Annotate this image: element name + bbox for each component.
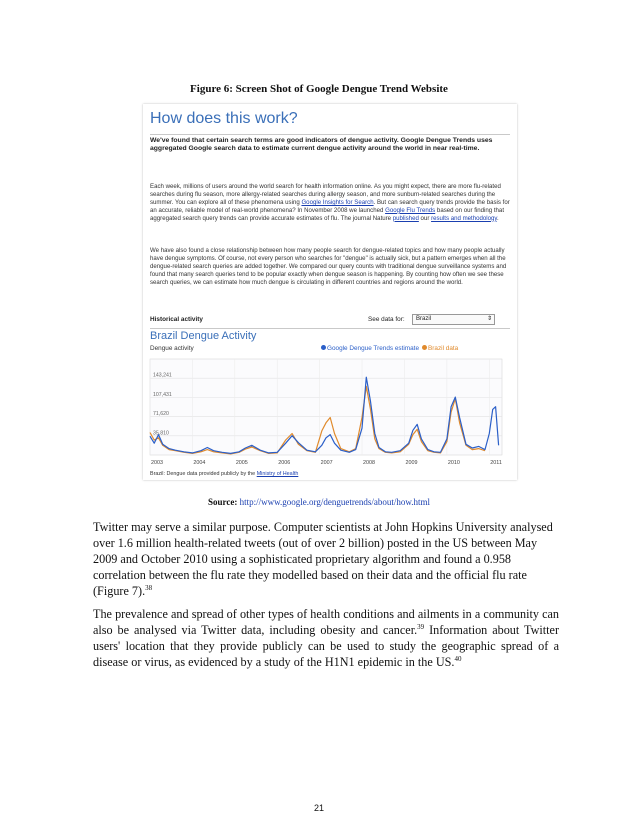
x-tick-label: 2010 [447,460,460,466]
legend-dot-brazil [422,345,427,350]
footnote-ref: 38 [145,584,153,592]
link-published[interactable]: published [392,214,419,222]
x-tick-label: 2003 [151,460,163,466]
x-tick-label: 2006 [278,460,291,466]
paragraph-text: The prevalence and spread of other types of health conditions and ailments in a community can also be analysed via Twitter data, including obesity and cancer. [93,607,559,637]
link-ministry-of-health[interactable]: Ministry of Health [256,471,299,477]
footnote-ref: 39 [417,623,425,631]
y-tick-label: 35,810 [153,430,169,437]
figure-caption: Figure 6: Screen Shot of Google Dengue Trend Website [190,83,448,95]
footnote-ref: 40 [454,655,462,663]
chart-subtitle: Dengue activity [150,345,194,352]
divider [150,328,510,329]
y-tick-label: 71,620 [153,411,169,418]
legend-estimate [321,345,419,352]
legend-estimate-label: Google Dengue Trends estimate [327,345,420,352]
page-number: 21 [313,803,324,813]
x-tick-label: 2011 [490,460,502,466]
chart-title: Brazil Dengue Activity [150,330,257,342]
chart-legend [321,345,458,352]
screenshot-heading: How does this work? [150,110,298,127]
divider [150,134,510,135]
legend-dot-estimate [321,345,326,350]
x-tick-label: 2005 [235,460,248,466]
text-run: based on our finding that aggregated search query trends can provide accurate estimates of flu. The journal Nature [150,206,505,222]
text-run: . [497,214,499,222]
text-run: our [418,214,432,222]
x-tick-label: 2004 [193,460,206,466]
link-flu-trends[interactable]: Google Flu Trends [385,206,436,214]
figure-source [0,497,638,507]
website-screenshot [143,104,517,480]
legend-brazil [422,345,458,352]
footnote-text: Brazil: Dengue data provided publicly by the [150,471,257,477]
chart-footnote [150,471,298,477]
link-results-methodology[interactable]: results and methodology [431,214,498,222]
dengue-activity-chart [148,355,510,467]
plot-area [150,359,502,455]
country-select[interactable] [412,314,495,325]
body-paragraph-2 [93,606,559,670]
y-tick-label: 107,431 [153,391,172,398]
x-tick-label: 2009 [405,460,418,466]
link-insights-for-search[interactable]: Google Insights for Search [301,198,374,206]
legend-brazil-label: Brazil data [428,345,459,352]
source-url[interactable]: http://www.google.org/denguetrends/about/how.html [239,497,430,507]
text-run: Each week, millions of users around the world search for health information online. As you might expect, there are more flu-related searches during flu season, more allergy-related searches during allergy season, and more sunburn-related searches during the summer. You can explore all of these phenomena using [150,183,501,206]
screenshot-lead: We've found that certain search terms are good indicators of dengue activity. Google Dengue Trends uses aggregated Google search data to estimate current dengue activity around the world in near real-time. [150,137,493,153]
body-paragraph-1 [93,519,559,599]
x-tick-label: 2007 [320,460,333,466]
x-tick-label: 2008 [363,460,376,466]
historical-activity-label: Historical activity [150,316,203,323]
source-label: Source: [208,497,238,507]
country-select-value: Brazil [416,316,432,322]
chevron-updown-icon: ⇕ [486,316,492,322]
paragraph-text: Twitter may serve a similar purpose. Computer scientists at John Hopkins University analysed over 1.6 million health-related tweets (out of over 2 billion) posted in the US between May 2009 and October 2010 using a sophisticated proprietary algorithm and found a 0.958 correlation between the flu rate they modelled based on their data and the official flu rate (Figure 7). [93,520,553,598]
screenshot-paragraph-2: We have also found a close relationship between how many people search for dengue-related topics and how many people actually have dengue symptoms. Of course, not every person who searches for "dengue" is actually sick, but a pattern emerges when all the dengue-related search queries are added together. We compared our query counts with traditional dengue surveillance systems and found that many search queries tend to be popular exactly when dengue season is happening. By counting how often we see these search queries, we can estimate how much dengue is circulating in different countries and regions around the world. [150,247,507,286]
y-tick-label: 143,241 [153,372,172,379]
screenshot-paragraph-1 [150,183,510,223]
paragraph-text: Information about Twitter users' location that they provide publicly can be used to study the geographic spread of a disease or virus, as evidenced by a study of the H1N1 epidemic in the US. [93,623,560,669]
text-run: . But can search query trends provide the basis for an accurate, reliable model of real-world phenomena? In November 2008 we launched [150,198,510,214]
see-data-label: See data for: [368,316,405,323]
